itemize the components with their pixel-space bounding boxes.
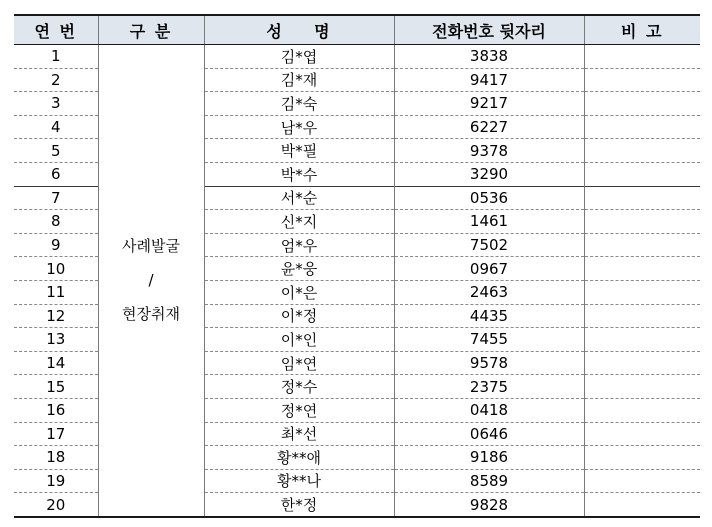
name-cell: 황**나 [204, 469, 394, 493]
remarks-cell [584, 375, 700, 399]
phone-last-digits-cell: 0418 [394, 398, 584, 422]
serial-number-cell: 18 [14, 446, 98, 470]
name-cell: 황**애 [204, 446, 394, 470]
serial-number-cell: 11 [14, 280, 98, 304]
phone-last-digits-cell: 9417 [394, 68, 584, 92]
serial-number-cell: 20 [14, 493, 98, 517]
name-cell: 정*수 [204, 375, 394, 399]
serial-number-cell: 8 [14, 210, 98, 234]
category-text-line: 사례발굴 [122, 237, 180, 256]
remarks-cell [584, 92, 700, 116]
serial-number-cell: 3 [14, 92, 98, 116]
phone-last-digits-cell: 6227 [394, 115, 584, 139]
serial-number-cell: 6 [14, 162, 98, 186]
serial-number-cell: 4 [14, 115, 98, 139]
serial-number-cell: 17 [14, 422, 98, 446]
name-cell: 이*인 [204, 328, 394, 352]
name-cell: 한*정 [204, 493, 394, 517]
name-cell: 박*수 [204, 162, 394, 186]
remarks-cell [584, 45, 700, 69]
remarks-cell [584, 162, 700, 186]
remarks-cell [584, 446, 700, 470]
remarks-cell [584, 257, 700, 281]
remarks-cell [584, 469, 700, 493]
header-category: 구 분 [98, 15, 204, 45]
phone-last-digits-cell: 0967 [394, 257, 584, 281]
name-cell: 임*연 [204, 351, 394, 375]
header-phone-last-digits: 전화번호 뒷자리 [394, 15, 584, 45]
name-cell: 박*필 [204, 139, 394, 163]
phone-last-digits-cell: 0646 [394, 422, 584, 446]
header-name: 성 명 [204, 15, 394, 45]
remarks-cell [584, 493, 700, 517]
name-cell: 김*숙 [204, 92, 394, 116]
name-cell: 남*우 [204, 115, 394, 139]
serial-number-cell: 15 [14, 375, 98, 399]
header-remarks: 비 고 [584, 15, 700, 45]
category-text-line: 현장취재 [122, 305, 180, 324]
name-cell: 이*은 [204, 280, 394, 304]
remarks-cell [584, 422, 700, 446]
table-header-row [14, 15, 700, 45]
phone-last-digits-cell: 1461 [394, 210, 584, 234]
category-text-line: / [148, 271, 154, 290]
phone-last-digits-cell: 7455 [394, 328, 584, 352]
name-cell: 최*선 [204, 422, 394, 446]
phone-last-digits-cell: 0536 [394, 186, 584, 210]
name-cell: 신*지 [204, 210, 394, 234]
header-serial-number: 연 번 [14, 15, 98, 45]
phone-last-digits-cell: 4435 [394, 304, 584, 328]
serial-number-cell: 13 [14, 328, 98, 352]
name-cell: 서*순 [204, 186, 394, 210]
name-cell: 김*엽 [204, 45, 394, 69]
remarks-cell [584, 186, 700, 210]
serial-number-cell: 5 [14, 139, 98, 163]
remarks-cell [584, 398, 700, 422]
remarks-cell [584, 68, 700, 92]
phone-last-digits-cell: 2375 [394, 375, 584, 399]
name-cell: 정*연 [204, 398, 394, 422]
serial-number-cell: 19 [14, 469, 98, 493]
remarks-cell [584, 304, 700, 328]
phone-last-digits-cell: 9378 [394, 139, 584, 163]
winners-table-container [14, 14, 700, 518]
phone-last-digits-cell: 9578 [394, 351, 584, 375]
phone-last-digits-cell: 3838 [394, 45, 584, 69]
remarks-cell [584, 351, 700, 375]
remarks-cell [584, 210, 700, 234]
table-row [14, 45, 700, 69]
category-cell [98, 45, 204, 517]
winners-table [14, 14, 700, 518]
serial-number-cell: 1 [14, 45, 98, 69]
serial-number-cell: 10 [14, 257, 98, 281]
name-cell: 엄*우 [204, 233, 394, 257]
name-cell: 김*재 [204, 68, 394, 92]
serial-number-cell: 7 [14, 186, 98, 210]
phone-last-digits-cell: 9828 [394, 493, 584, 517]
serial-number-cell: 9 [14, 233, 98, 257]
phone-last-digits-cell: 9186 [394, 446, 584, 470]
name-cell: 이*정 [204, 304, 394, 328]
serial-number-cell: 16 [14, 398, 98, 422]
phone-last-digits-cell: 9217 [394, 92, 584, 116]
name-cell: 윤*웅 [204, 257, 394, 281]
remarks-cell [584, 115, 700, 139]
remarks-cell [584, 233, 700, 257]
phone-last-digits-cell: 8589 [394, 469, 584, 493]
phone-last-digits-cell: 7502 [394, 233, 584, 257]
remarks-cell [584, 139, 700, 163]
serial-number-cell: 14 [14, 351, 98, 375]
serial-number-cell: 2 [14, 68, 98, 92]
serial-number-cell: 12 [14, 304, 98, 328]
remarks-cell [584, 328, 700, 352]
remarks-cell [584, 280, 700, 304]
phone-last-digits-cell: 2463 [394, 280, 584, 304]
phone-last-digits-cell: 3290 [394, 162, 584, 186]
